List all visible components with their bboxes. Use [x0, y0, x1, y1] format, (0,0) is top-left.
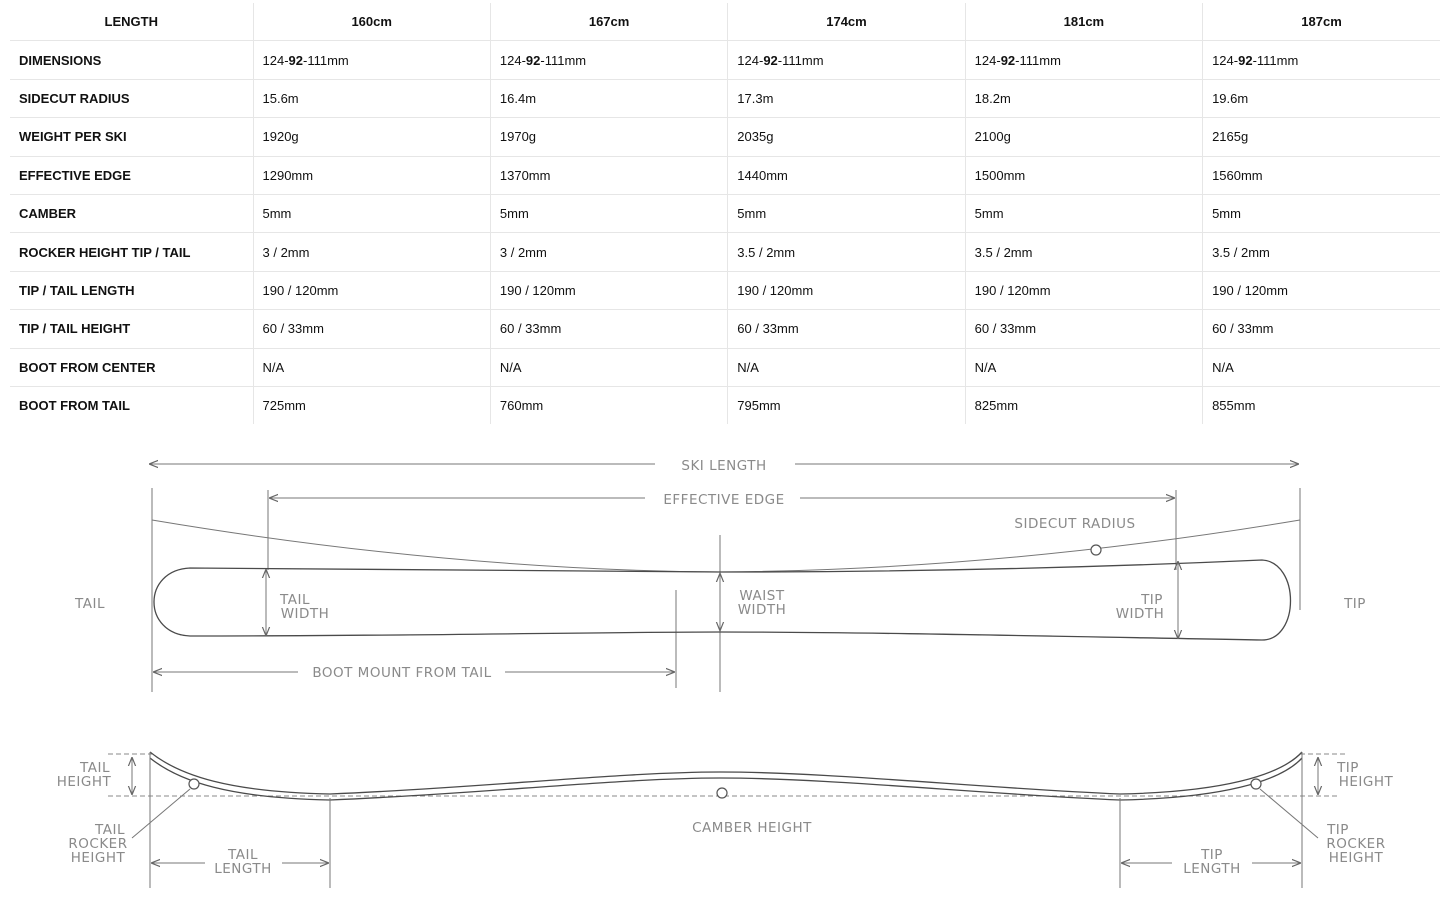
- table-cell: 1290mm: [253, 156, 490, 194]
- row-label: TIP / TAIL LENGTH: [10, 271, 253, 309]
- tip-label: TIP: [1344, 596, 1366, 612]
- effective-edge-label: EFFECTIVE EDGE: [663, 492, 785, 508]
- dimension-part: 124-: [974, 52, 1001, 68]
- table-row: [10, 41, 1440, 79]
- waist-width-label-line2: WIDTH: [737, 602, 787, 618]
- tip-width-label-line2: WIDTH: [1115, 606, 1165, 622]
- table-cell: 60 / 33mm: [728, 310, 965, 348]
- tail-width-label-line1: TAIL: [280, 592, 310, 608]
- table-cell: 190 / 120mm: [1203, 271, 1440, 309]
- ski-outline-top: [154, 560, 1291, 640]
- header-size: 160cm: [253, 3, 490, 41]
- waist-width-value: 92: [1000, 52, 1016, 68]
- waist-width-value: 92: [1238, 52, 1253, 68]
- table-cell: 19.6m: [1203, 79, 1440, 117]
- ski-diagram: [0, 420, 1443, 900]
- table-header-row: [10, 3, 1440, 41]
- table-cell: N/A: [1203, 348, 1440, 386]
- table-cell: 16.4m: [490, 79, 727, 117]
- waist-width-value: 92: [525, 52, 541, 68]
- table-cell: 17.3m: [728, 79, 965, 117]
- table-cell: N/A: [253, 348, 490, 386]
- table-cell: 1920g: [253, 118, 490, 156]
- table-cell: 1500mm: [965, 156, 1202, 194]
- tail-rocker-label-line1: TAIL: [95, 822, 125, 838]
- table-cell: 60 / 33mm: [253, 310, 490, 348]
- spec-table: [10, 3, 1440, 424]
- ski-profile-top: [150, 752, 1302, 794]
- table-row: [10, 194, 1440, 232]
- table-cell: N/A: [490, 348, 727, 386]
- tail-height-label-line2: HEIGHT: [56, 774, 112, 790]
- header-size: 187cm: [1203, 3, 1440, 41]
- table-row: [10, 271, 1440, 309]
- ski-length-label: SKI LENGTH: [681, 458, 767, 474]
- table-cell: N/A: [728, 348, 965, 386]
- table-row: [10, 386, 1440, 424]
- waist-width-value: 92: [763, 52, 778, 68]
- table-cell: 15.6m: [253, 79, 490, 117]
- table-row: [10, 118, 1440, 156]
- header-length: LENGTH: [10, 3, 253, 41]
- dimension-part: -111mm: [1015, 52, 1061, 68]
- table-cell: 190 / 120mm: [253, 271, 490, 309]
- ski-side-view: [57, 752, 1394, 888]
- table-cell: 5mm: [728, 194, 965, 232]
- tail-width-label-line2: WIDTH: [280, 606, 330, 622]
- camber-height-label: CAMBER HEIGHT: [692, 820, 812, 836]
- row-label: CAMBER: [10, 194, 253, 232]
- table-cell: 190 / 120mm: [490, 271, 727, 309]
- header-size: 174cm: [728, 3, 965, 41]
- dimension-part: -111mm: [1252, 52, 1299, 68]
- table-cell: 3 / 2mm: [490, 233, 727, 271]
- tail-rocker-label-line2: ROCKER: [68, 836, 128, 852]
- table-cell: 18.2m: [965, 79, 1202, 117]
- sidecut-radius-marker: [1091, 545, 1101, 555]
- table-cell: 1370mm: [490, 156, 727, 194]
- row-label: ROCKER HEIGHT TIP / TAIL: [10, 233, 253, 271]
- table-body: [10, 41, 1440, 424]
- table-cell: 2035g: [728, 118, 965, 156]
- table-row: [10, 233, 1440, 271]
- row-label: BOOT FROM CENTER: [10, 348, 253, 386]
- waist-width-label-line1: WAIST: [739, 588, 785, 604]
- row-label: DIMENSIONS: [10, 41, 253, 79]
- tail-length-label-line2: LENGTH: [214, 861, 272, 877]
- table-cell: 5mm: [1203, 194, 1440, 232]
- tip-rocker-label-line2: ROCKER: [1326, 836, 1386, 852]
- table-row: [10, 79, 1440, 117]
- table-cell: [965, 41, 1202, 79]
- tail-rocker-marker: [189, 779, 199, 789]
- tip-rocker-label-line3: HEIGHT: [1328, 850, 1384, 866]
- tip-length-label-line1: TIP: [1201, 847, 1223, 863]
- table-cell: 1440mm: [728, 156, 965, 194]
- ski-top-view: [74, 458, 1366, 692]
- tip-rocker-marker: [1251, 779, 1261, 789]
- table-cell: [1203, 41, 1440, 79]
- table-cell: [728, 41, 965, 79]
- tip-height-label-line1: TIP: [1337, 760, 1359, 776]
- table-cell: 825mm: [965, 386, 1202, 424]
- table-cell: 190 / 120mm: [728, 271, 965, 309]
- table-cell: 795mm: [728, 386, 965, 424]
- table-cell: 3 / 2mm: [253, 233, 490, 271]
- row-label: EFFECTIVE EDGE: [10, 156, 253, 194]
- row-label: TIP / TAIL HEIGHT: [10, 310, 253, 348]
- table-row: [10, 156, 1440, 194]
- table-row: [10, 310, 1440, 348]
- table-cell: [490, 41, 727, 79]
- tip-height-label-line2: HEIGHT: [1338, 774, 1394, 790]
- header-size: 167cm: [490, 3, 727, 41]
- row-label: BOOT FROM TAIL: [19, 398, 130, 414]
- table-cell: 2165g: [1203, 118, 1440, 156]
- row-label: WEIGHT PER SKI: [10, 118, 253, 156]
- boot-mount-label: BOOT MOUNT FROM TAIL: [312, 665, 492, 681]
- table-row: [10, 348, 1440, 386]
- tip-length-label-line2: LENGTH: [1183, 861, 1241, 877]
- dimension-part: -111mm: [777, 52, 824, 68]
- table-cell: 60 / 33mm: [965, 310, 1202, 348]
- tip-width-label-line1: TIP: [1141, 592, 1163, 608]
- table-cell: 3.5 / 2mm: [1203, 233, 1440, 271]
- table-cell: 190 / 120mm: [965, 271, 1202, 309]
- dimension-part: -111mm: [540, 52, 587, 68]
- dimension-part: 124-: [737, 52, 764, 68]
- table-cell: 725mm: [253, 386, 490, 424]
- dimension-part: 124-: [499, 52, 526, 68]
- dimension-part: 124-: [262, 52, 289, 68]
- table-cell: 5mm: [490, 194, 727, 232]
- tail-label: TAIL: [75, 596, 105, 612]
- table-cell: 60 / 33mm: [1203, 310, 1440, 348]
- table-cell: 2100g: [965, 118, 1202, 156]
- tip-rocker-label-line1: TIP: [1327, 822, 1349, 838]
- sidecut-radius-label: SIDECUT RADIUS: [1014, 516, 1136, 532]
- table-cell: N/A: [965, 348, 1202, 386]
- row-label: SIDECUT RADIUS: [10, 79, 253, 117]
- tail-height-label-line1: TAIL: [80, 760, 110, 776]
- tail-length-label-line1: TAIL: [228, 847, 258, 863]
- table-cell: 5mm: [253, 194, 490, 232]
- dimension-part: 124-: [1212, 52, 1239, 68]
- tail-rocker-label-line3: HEIGHT: [70, 850, 126, 866]
- table-cell: 1970g: [490, 118, 727, 156]
- table-cell: 855mm: [1203, 386, 1440, 424]
- table-cell: 5mm: [965, 194, 1202, 232]
- camber-height-marker: [717, 788, 727, 798]
- table-cell: 60 / 33mm: [490, 310, 727, 348]
- table-cell: 3.5 / 2mm: [728, 233, 965, 271]
- dimension-part: -111mm: [303, 52, 349, 68]
- table-cell: 1560mm: [1203, 156, 1440, 194]
- table-cell: 3.5 / 2mm: [965, 233, 1202, 271]
- header-size: 181cm: [965, 3, 1202, 41]
- waist-width-value: 92: [288, 52, 303, 68]
- table-cell: 760mm: [490, 386, 727, 424]
- table-cell: [253, 41, 490, 79]
